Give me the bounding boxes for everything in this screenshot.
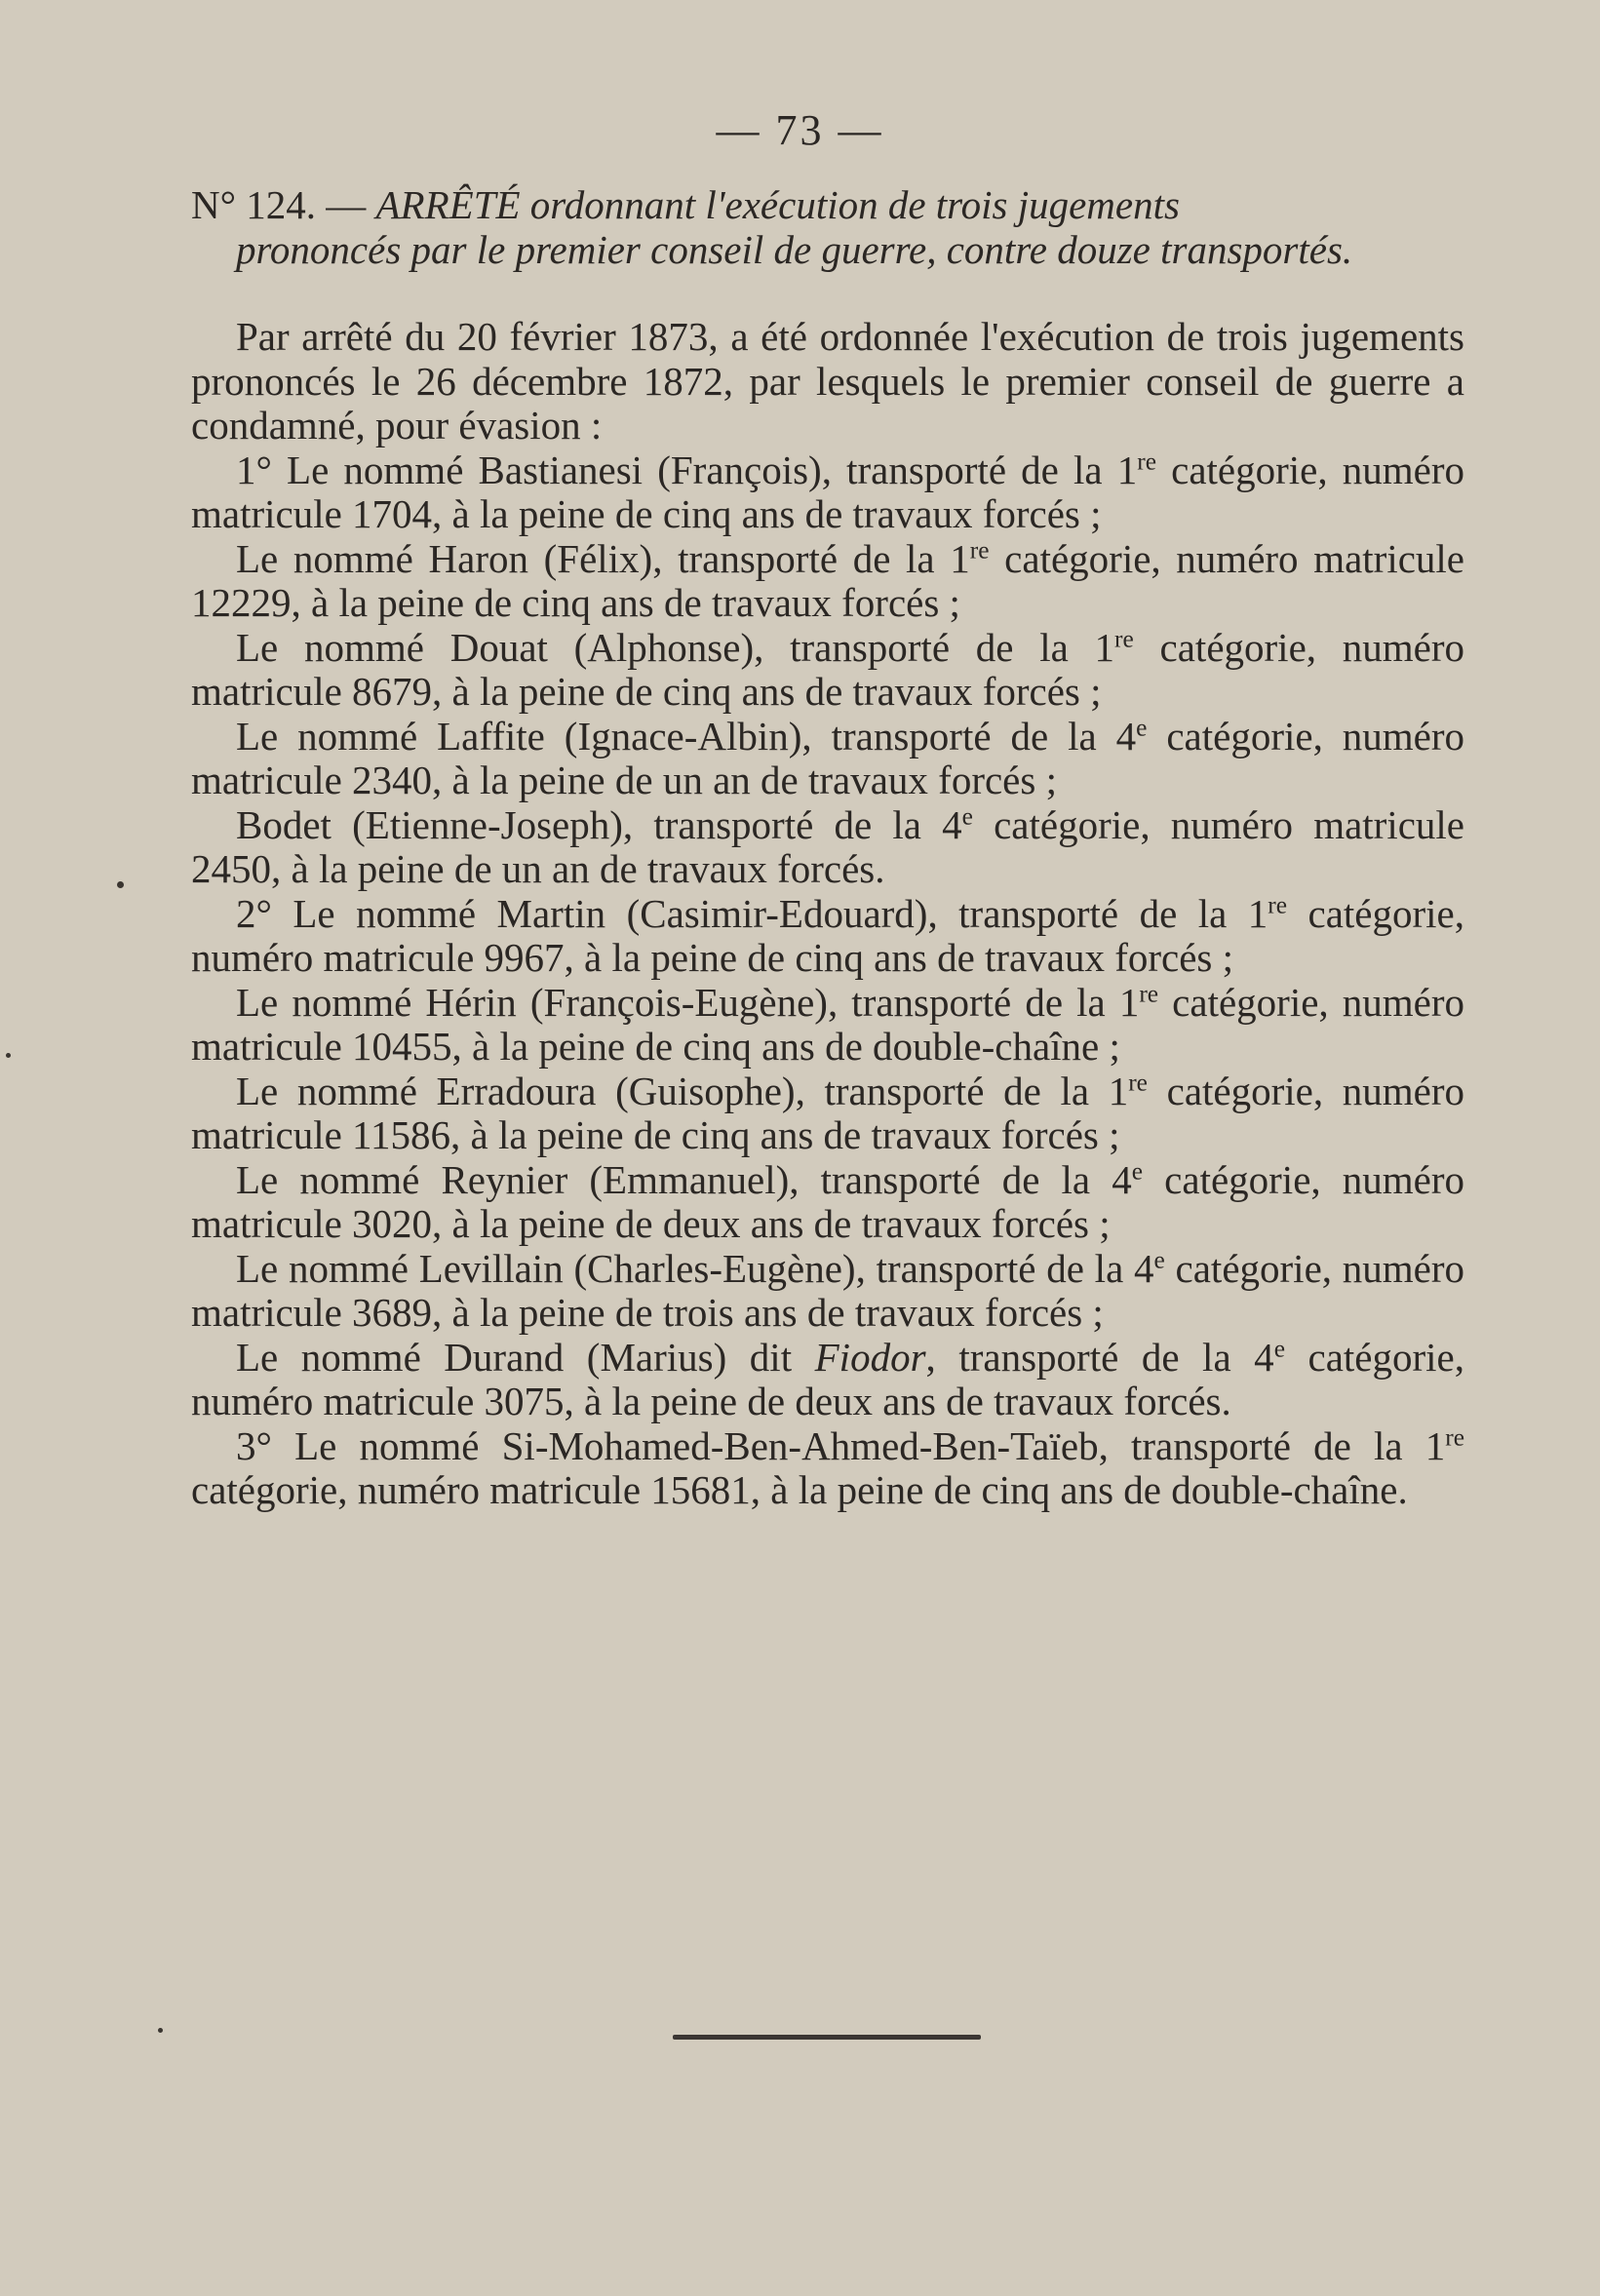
end-rule xyxy=(673,2035,981,2040)
paragraph-haron: Le nommé Haron (Félix), transporté de la 1re catégorie, numéro matricule 12229, à la peine de cinq ans de travaux forcés ; xyxy=(191,535,1465,625)
paragraph-reynier: Le nommé Reynier (Emmanuel), transporté de la 4e catégorie, numéro matricule 3020, à la peine de deux ans de travaux forcés ; xyxy=(191,1156,1465,1246)
margin-speck xyxy=(117,881,124,888)
margin-speck xyxy=(158,2028,163,2033)
paragraph-bodet: Bodet (Etienne-Joseph), transporté de la 4e catégorie, numéro matricule 2450, à la peine de un an de travaux forcés. xyxy=(191,801,1465,891)
page-number: — 73 — xyxy=(716,106,884,154)
text-body xyxy=(191,183,1464,1513)
margin-speck xyxy=(6,1053,11,1058)
paragraph-laffite: Le nommé Laffite (Ignace-Albin), transporté de la 4e catégorie, numéro matricule 2340, à la peine de un an de travaux forcés ; xyxy=(191,713,1464,802)
paragraph-intro: Par arrêté du 20 février 1873, a été ordonnée l'exécution de trois jugements prononcés le 26 décembre 1872, par lesquels le premier conseil de guerre a condamné, pour évasion : xyxy=(191,314,1464,448)
paragraph-douat: Le nommé Douat (Alphonse), transporté de la 1re catégorie, numéro matricule 8679, à la peine de cinq ans de travaux forcés ; xyxy=(191,624,1464,714)
paragraph-durand: Le nommé Durand (Marius) dit Fiodor, transporté de la 4e catégorie, numéro matricule 3075, à la peine de deux ans de travaux forcés. xyxy=(191,1334,1464,1423)
decree-title: ARRÊTÉ ordonnant l'exécution de trois jugements xyxy=(375,182,1180,227)
paragraph-erradoura: Le nommé Erradoura (Guisophe), transporté de la 1re catégorie, numéro matricule 11586, à la peine de cinq ans de travaux forcés ; xyxy=(191,1068,1464,1157)
paragraph-herin: Le nommé Hérin (François-Eugène), transporté de la 1re catégorie, numéro matricule 10455, à la peine de cinq ans de double-chaîne ; xyxy=(191,979,1464,1069)
paragraph-si-mohamed: 3° Le nommé Si-Mohamed-Ben-Ahmed-Ben-Taïeb, transporté de la 1re catégorie, numéro matricule 15681, à la peine de cinq ans de double-chaîne. xyxy=(191,1422,1464,1512)
decree-title-continued: prononcés par le premier conseil de guerre, contre douze transportés. xyxy=(236,226,1353,272)
decree-number: N° 124. — xyxy=(191,182,367,227)
paragraph-martin: 2° Le nommé Martin (Casimir-Edouard), transporté de la 1re catégorie, numéro matricule 9967, à la peine de cinq ans de travaux forcés ; xyxy=(191,890,1464,980)
paragraph-levillain: Le nommé Levillain (Charles-Eugène), transporté de la 4e catégorie, numéro matricule 3689, à la peine de trois ans de travaux forcés ; xyxy=(191,1245,1464,1335)
paragraph-bastianesi: 1° Le nommé Bastianesi (François), transporté de la 1re catégorie, numéro matricule 1704, à la peine de cinq ans de travaux forcés ; xyxy=(191,447,1464,536)
decree-heading xyxy=(191,183,1464,272)
